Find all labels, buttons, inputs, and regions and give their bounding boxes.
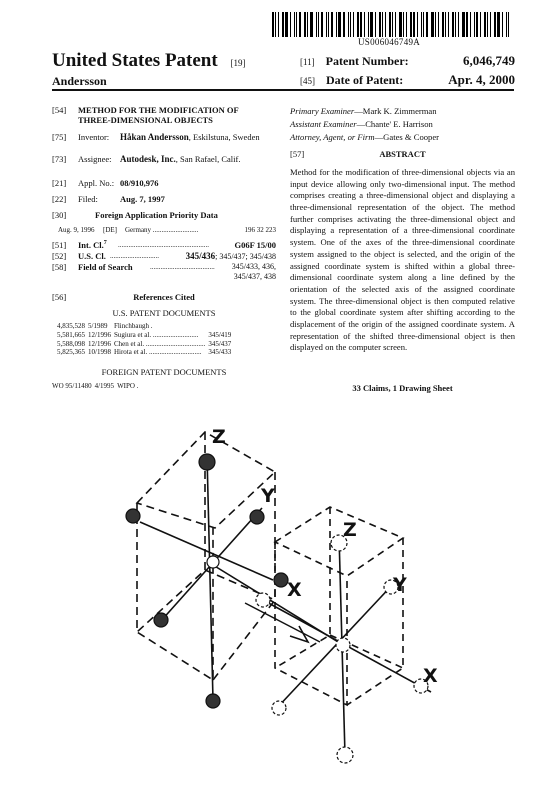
citation-row	[57, 340, 234, 349]
barcode-bar	[502, 12, 503, 37]
country-title	[52, 50, 245, 72]
barcode-bar	[370, 12, 373, 37]
attorney	[290, 131, 439, 144]
attorney-name: —Gates & Cooper	[374, 131, 440, 142]
barcode-bar	[348, 12, 349, 37]
barcode-bar	[455, 12, 456, 37]
barcode-bar	[494, 12, 496, 37]
citation-no: 4,835,528	[57, 322, 85, 330]
uscl-bold: 345/436	[185, 251, 216, 261]
barcode-bar	[299, 12, 301, 37]
assistant-name: —Chante' E. Harrison	[356, 118, 433, 129]
country-code: [19]	[230, 58, 246, 68]
foreign-title: Foreign Application Priority Data	[95, 210, 218, 220]
barcode-bar	[474, 12, 475, 37]
uscl-rest: ; 345/437; 345/438	[215, 252, 276, 261]
handle-z2-neg-icon	[337, 747, 353, 763]
barcode-bar	[476, 12, 478, 37]
barcode-bar	[353, 12, 354, 37]
barcode-bar	[326, 12, 327, 37]
us-docs-list	[57, 322, 234, 357]
handle-x1-icon	[274, 573, 288, 587]
uscl-dots: ............................	[110, 252, 159, 260]
barcode-bar	[310, 12, 313, 37]
barcode-bar	[426, 12, 428, 37]
barcode-bar	[350, 12, 351, 37]
citation-row	[57, 322, 234, 331]
inventor-value	[120, 132, 260, 143]
barcode-bar	[368, 12, 369, 37]
barcode-bar	[379, 12, 381, 37]
field-line-2: 345/437, 438	[233, 272, 276, 281]
citation-date: 10/1998	[88, 348, 111, 357]
assignee-name: Autodesk, Inc.	[120, 154, 176, 164]
citation-name: Chen et al. ..................................	[113, 339, 206, 348]
invention-title	[78, 105, 239, 125]
barcode-bar	[338, 12, 341, 37]
barcode-bar	[318, 12, 319, 37]
patent-number-row	[300, 54, 409, 69]
handle-origin1-icon	[207, 556, 219, 568]
barcode-bar	[360, 12, 362, 37]
barcode-bar	[395, 12, 396, 37]
citation-no: 5,581,665	[57, 330, 85, 339]
citation-no: 5,825,365	[57, 348, 85, 357]
barcode-bar	[438, 12, 439, 37]
shift-line	[245, 603, 320, 642]
intcl-value: G06F 15/00	[234, 240, 276, 250]
barcode-bar	[445, 12, 446, 37]
barcode-bar	[487, 12, 488, 37]
barcode-bar	[343, 12, 345, 37]
patent-number-code: [11]	[300, 57, 315, 67]
barcode-bar	[331, 12, 333, 37]
inventor-location: , Eskilstuna, Sweden	[188, 132, 260, 142]
header-rule	[52, 89, 514, 91]
barcode-bar	[480, 12, 481, 37]
intcl-label	[78, 240, 107, 250]
primary-examiner	[290, 105, 439, 118]
filed-date: Aug. 7, 1997	[120, 194, 165, 204]
barcode-bar	[307, 12, 308, 37]
citation-cls	[208, 322, 234, 331]
barcode-bar	[403, 12, 404, 37]
barcode-bar	[417, 12, 418, 37]
citation-name: Hirota et al. ..............................	[113, 348, 202, 357]
uscl-label: U.S. Cl.	[78, 251, 106, 261]
axis-label-y2: Y	[393, 574, 407, 596]
barcode-bar	[275, 12, 276, 37]
citation-cls: 345/419	[208, 330, 232, 339]
assignee-location: , San Rafael, Calif.	[175, 154, 241, 164]
handle-origin2-icon	[336, 638, 350, 652]
examiners	[290, 105, 439, 144]
barcode-bar	[442, 12, 444, 37]
primary-label: Primary Examiner	[290, 106, 355, 116]
barcode-bar	[282, 12, 284, 37]
barcode-bar	[497, 12, 500, 37]
barcode-bar	[458, 12, 459, 37]
intcl-dots: ....................................................	[118, 241, 209, 249]
barcode-bar	[484, 12, 486, 37]
citation-cls: 345/433	[208, 348, 232, 357]
barcode-bar	[431, 12, 434, 37]
barcode-bar	[466, 12, 468, 37]
citation-no: 5,588,098	[57, 339, 85, 348]
title-line-2: THREE-DIMENSIONAL OBJECTS	[78, 115, 213, 126]
barcode-bar	[328, 12, 329, 37]
barcode-bar	[410, 12, 412, 37]
appl-number: 08/910,976	[120, 178, 159, 188]
barcode-bar	[506, 12, 507, 37]
right-cube-front-right	[347, 538, 403, 705]
barcode-bar	[382, 12, 383, 37]
citation-row	[57, 348, 234, 357]
barcode-number: US006046749A	[358, 37, 421, 47]
foreign-country: Germany ..........................	[125, 226, 199, 234]
filed-code: [22]	[52, 194, 67, 204]
barcode-bar	[508, 12, 509, 37]
citation-date: 5/1989	[88, 322, 108, 330]
axis-label-z1: Z	[212, 426, 226, 448]
barcode-bar	[290, 12, 291, 37]
country-name: United States Patent	[52, 50, 218, 71]
axis-label-x2: X	[423, 665, 438, 687]
patent-number: 6,046,749	[463, 53, 515, 68]
barcode-bar	[392, 12, 393, 37]
barcode-bar	[364, 12, 365, 37]
foreign-code: [30]	[52, 210, 67, 220]
citation-date: 12/1996	[88, 330, 111, 339]
title-code: [54]	[52, 105, 67, 115]
assignee-code: [73]	[52, 154, 67, 164]
date-code: [45]	[300, 76, 315, 86]
field-line-1: 345/433, 436,	[231, 262, 276, 271]
left-cube-front-left	[137, 503, 213, 680]
appl-label: Appl. No.:	[78, 178, 115, 188]
field-code: [58]	[52, 262, 67, 272]
inventor-label: Inventor:	[78, 132, 110, 142]
inventor-name: Håkan Andersson	[120, 132, 189, 142]
us-docs-title: U.S. PATENT DOCUMENTS	[112, 308, 216, 318]
barcode-bar	[296, 12, 297, 37]
uscl-code: [52]	[52, 251, 67, 261]
axis-label-y1: Y	[261, 485, 275, 507]
filed-label: Filed:	[78, 194, 98, 204]
foreign-date: Aug. 9, 1996	[58, 226, 95, 234]
title-line-1: METHOD FOR THE MODIFICATION OF	[78, 105, 239, 115]
barcode-bar	[490, 12, 491, 37]
intcl-label-text: Int. Cl.	[78, 240, 104, 250]
refs-code: [56]	[52, 292, 67, 302]
citation-cls	[141, 382, 144, 391]
barcode-bar	[375, 12, 376, 37]
assignee-label: Assignee:	[78, 154, 112, 164]
barcode-bar	[357, 12, 359, 37]
citation-date: 12/1996	[88, 339, 111, 348]
appl-code: [21]	[52, 178, 67, 188]
abstract-code: [57]	[290, 149, 305, 159]
barcode-bar	[470, 12, 471, 37]
primary-name: —Mark K. Zimmerman	[354, 106, 437, 116]
barcode-bar	[462, 12, 465, 37]
right-y-axis	[275, 582, 395, 710]
citation-name: WIPO .	[117, 382, 139, 390]
abstract-title: ABSTRACT	[379, 149, 426, 159]
barcode-bar	[389, 12, 391, 37]
field-label: Field of Search	[78, 262, 133, 272]
citation-date: 4/1995	[94, 382, 115, 390]
barcode-bar	[336, 12, 337, 37]
refs-title: References Cited	[133, 292, 195, 302]
left-axes	[140, 455, 343, 700]
handle-x2-neg-icon	[256, 593, 270, 607]
barcode	[272, 12, 512, 37]
assistant-examiner	[290, 118, 439, 131]
barcode-bar	[399, 12, 402, 37]
assignee-value	[120, 154, 240, 165]
assistant-label: Assistant Examiner	[290, 118, 357, 129]
barcode-bar	[452, 12, 454, 37]
barcode-bar	[272, 12, 274, 37]
inventor-code: [75]	[52, 132, 67, 142]
barcode-bar	[321, 12, 323, 37]
barcode-bar	[413, 12, 415, 37]
citation-no: WO 95/11480	[52, 382, 92, 390]
barcode-bar	[304, 12, 306, 37]
date-label: Date of Patent:	[326, 73, 404, 87]
barcode-bar	[278, 12, 279, 37]
axis-label-x1: X	[287, 579, 302, 601]
patent-date: Apr. 4, 2000	[448, 72, 515, 87]
patent-number-label: Patent Number:	[325, 54, 409, 68]
claims-count: 33 Claims, 1 Drawing Sheet	[352, 383, 453, 393]
barcode-bar	[316, 12, 317, 37]
barcode-bar	[294, 12, 295, 37]
inventor-surname: Andersson	[52, 74, 107, 88]
citation-name: Sugiura et al. ..........................	[113, 330, 199, 339]
barcode-bar	[385, 12, 386, 37]
handle-x1-back-icon	[126, 509, 140, 523]
handle-z1-neg-icon	[206, 694, 220, 708]
barcode-bar	[423, 12, 424, 37]
handle-z1-icon	[199, 454, 215, 470]
left-z-axis	[207, 455, 213, 700]
handle-y1-neg-icon	[154, 613, 168, 627]
handle-y2-neg-icon	[272, 701, 286, 715]
barcode-bar	[448, 12, 449, 37]
foreign-tag: [DE]	[103, 226, 117, 234]
barcode-bar	[406, 12, 407, 37]
citation-row	[52, 382, 144, 391]
citation-cls: 345/437	[208, 339, 232, 348]
citation-row	[57, 331, 234, 340]
barcode-bar	[285, 12, 288, 37]
barcode-bar	[421, 12, 422, 37]
foreign-docs-list	[52, 382, 144, 391]
intcl-code: [51]	[52, 240, 67, 250]
foreign-docs-title: FOREIGN PATENT DOCUMENTS	[101, 367, 227, 377]
foreign-number: 196 32 223	[244, 226, 276, 234]
field-dots: .....................................	[150, 263, 215, 271]
patent-drawing	[95, 410, 470, 795]
date-row	[300, 73, 403, 88]
handle-y1-icon	[250, 510, 264, 524]
barcode-bar	[435, 12, 436, 37]
attorney-label: Attorney, Agent, or Firm	[290, 131, 375, 142]
intcl-sup: 7	[103, 240, 107, 247]
abstract-text: Method for the modification of three-dimensional objects via an input device allowing only two-dimensional input. The method comprises creating a three-dimensional object and displaying a three-dimensional representation of the object. The method further comprises activating the three-dimensional object and displaying a representation of a three-dimensional coordinate system. One of the axes of the three-dimensional coordinate system assigned to the object is selected, and the origin of the assigned coordinate system is shifted within a global three-dimensional coordinate system along a line defined by the orientation of the selected axis of the assigned coordinate system. The three-dimensional object is then computed relative to the global coordinate system after shifting according to the displacement of the origin of the assigned coordinate system. A representation of the shifted three-dimensional object is then displayed on the computer screen.	[290, 167, 515, 353]
axis-label-z2: Z	[343, 519, 357, 541]
uscl-value	[170, 251, 276, 262]
citation-name: Flinchbaugh .	[113, 322, 153, 330]
